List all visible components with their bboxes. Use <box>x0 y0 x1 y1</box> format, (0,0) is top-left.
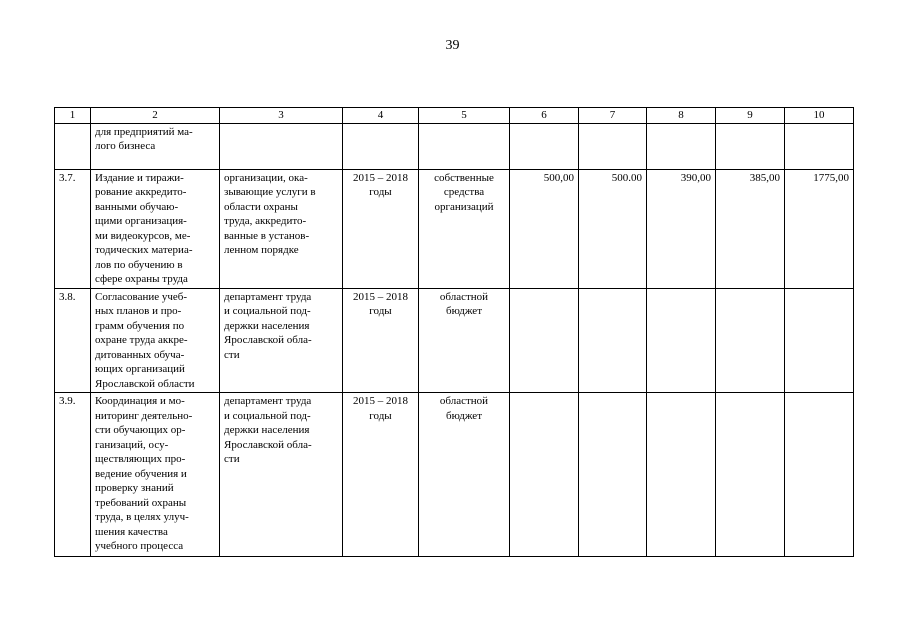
value-cell-10 <box>785 393 854 557</box>
col-header-2: 2 <box>91 108 220 124</box>
col-header-1: 1 <box>55 108 91 124</box>
table-row <box>55 169 854 288</box>
measure-cell: Согласование учеб- ных планов и про- грамм обучения по охране труда аккре- дитованных обуча- ющих организаций Ярославской области <box>91 288 220 393</box>
value-cell-7 <box>579 123 647 169</box>
period-cell: 2015 – 2018 годы <box>343 393 419 557</box>
value-cell-6 <box>510 288 579 393</box>
value-cell-9: 385,00 <box>716 169 785 288</box>
header-row <box>55 108 854 124</box>
value-cell-10 <box>785 123 854 169</box>
row-number: 3.7. <box>55 169 91 288</box>
table-row <box>55 288 854 393</box>
value-cell-8 <box>647 288 716 393</box>
value-cell-7 <box>579 288 647 393</box>
measure-cell: Издание и тиражи- рование аккредито- ванными обучаю- щими организация- ми видеокурсов, ме- тодических материа- лов по обучению в сфере охраны труда <box>91 169 220 288</box>
row-number: 3.9. <box>55 393 91 557</box>
value-cell-9 <box>716 123 785 169</box>
value-cell-7: 500.00 <box>579 169 647 288</box>
col-header-5: 5 <box>419 108 510 124</box>
row-number <box>55 123 91 169</box>
value-cell-8: 390,00 <box>647 169 716 288</box>
col-header-10: 10 <box>785 108 854 124</box>
value-cell-6 <box>510 393 579 557</box>
value-cell-9 <box>716 288 785 393</box>
value-cell-7 <box>579 393 647 557</box>
source-cell <box>419 123 510 169</box>
table-row <box>55 123 854 169</box>
source-cell: областной бюджет <box>419 288 510 393</box>
source-cell: областной бюджет <box>419 393 510 557</box>
executor-cell: департамент труда и социальной под- держки населения Ярославской обла- сти <box>220 288 343 393</box>
executor-cell <box>220 123 343 169</box>
measure-cell: Координация и мо- ниторинг деятельно- сти обучающих ор- ганизаций, осу- ществляющих про- ведение обучения и проверку знаний требований охраны труда, в целях улуч- шения качества учебного процесса <box>91 393 220 557</box>
col-header-4: 4 <box>343 108 419 124</box>
source-cell: собственные средства организаций <box>419 169 510 288</box>
period-cell: 2015 – 2018 годы <box>343 288 419 393</box>
col-header-6: 6 <box>510 108 579 124</box>
value-cell-6 <box>510 123 579 169</box>
executor-cell: организации, ока- зывающие услуги в области охраны труда, аккредито- ванные в установ- ленном порядке <box>220 169 343 288</box>
value-cell-8 <box>647 123 716 169</box>
value-cell-6: 500,00 <box>510 169 579 288</box>
col-header-9: 9 <box>716 108 785 124</box>
col-header-8: 8 <box>647 108 716 124</box>
executor-cell: департамент труда и социальной под- держки населения Ярославской обла- сти <box>220 393 343 557</box>
period-cell <box>343 123 419 169</box>
row-number: 3.8. <box>55 288 91 393</box>
measures-table <box>54 107 854 557</box>
value-cell-8 <box>647 393 716 557</box>
measure-cell: для предприятий ма- лого бизнеса <box>91 123 220 169</box>
value-cell-9 <box>716 393 785 557</box>
value-cell-10 <box>785 288 854 393</box>
period-cell: 2015 – 2018 годы <box>343 169 419 288</box>
value-cell-10: 1775,00 <box>785 169 854 288</box>
col-header-3: 3 <box>220 108 343 124</box>
col-header-7: 7 <box>579 108 647 124</box>
page-number: 39 <box>445 38 460 53</box>
table-row <box>55 393 854 557</box>
